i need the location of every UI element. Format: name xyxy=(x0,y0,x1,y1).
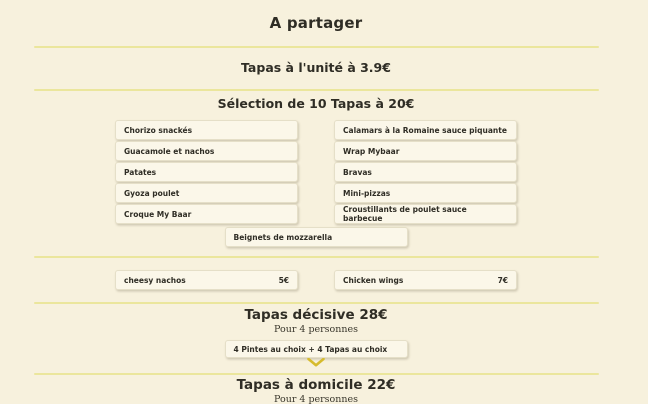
tapas-option[interactable] xyxy=(334,120,517,140)
tapas-option[interactable] xyxy=(334,162,517,182)
tapas-option-label: Bravas xyxy=(343,167,372,177)
tapas-option[interactable] xyxy=(334,204,517,224)
section-divider xyxy=(34,89,599,91)
tapas-option-label: Chorizo snackés xyxy=(124,125,193,135)
decisive-expander[interactable] xyxy=(0,358,632,367)
decisive-subheading: Pour 4 personnes xyxy=(273,324,359,335)
section-divider xyxy=(34,256,599,258)
tapas-option[interactable] xyxy=(225,227,408,247)
tapas-option[interactable] xyxy=(115,120,298,140)
decisive-option[interactable] xyxy=(225,340,408,358)
chevron-down-icon xyxy=(307,358,325,367)
tapas-option[interactable] xyxy=(115,183,298,203)
tapas-option[interactable] xyxy=(115,204,298,224)
tapas-column-left xyxy=(115,120,298,224)
decisive-heading: Tapas décisive 28€ xyxy=(244,307,388,323)
tapas-option-label: Guacamole et nachos xyxy=(124,146,215,156)
section-divider xyxy=(34,46,599,48)
tapas-option[interactable] xyxy=(115,162,298,182)
tapas-option[interactable] xyxy=(334,183,517,203)
tapas-option[interactable] xyxy=(115,141,298,161)
tapas-option-label: Wrap Mybaar xyxy=(343,146,400,156)
menu-item-label: Chicken wings xyxy=(343,275,404,285)
tapas-selection-grid xyxy=(0,120,632,224)
menu-item-cheesy-nachos[interactable] xyxy=(115,270,298,290)
tapas-option-label: Patates xyxy=(124,167,157,177)
menu-item-chicken-wings[interactable] xyxy=(334,270,517,290)
menu-item-price: 7€ xyxy=(497,275,508,285)
section-divider xyxy=(34,302,599,304)
menu-item-label: cheesy nachos xyxy=(124,275,186,285)
unit-tapas-heading: Tapas à l'unité à 3.9€ xyxy=(241,60,391,75)
menu-item-price: 5€ xyxy=(278,275,289,285)
domicile-subheading: Pour 4 personnes xyxy=(273,394,359,404)
tapas-option-label: Calamars à la Romaine sauce piquante xyxy=(343,125,507,135)
tapas-column-right xyxy=(334,120,517,224)
tapas-option-label: Gyoza poulet xyxy=(124,188,180,198)
tapas-option[interactable] xyxy=(334,141,517,161)
selection-heading: Sélection de 10 Tapas à 20€ xyxy=(217,96,415,111)
domicile-heading: Tapas à domicile 22€ xyxy=(236,377,396,393)
priced-items-row xyxy=(0,270,632,290)
section-divider xyxy=(34,373,599,375)
tapas-option-label: Beignets de mozzarella xyxy=(233,232,333,242)
decisive-option-label: 4 Pintes au choix + 4 Tapas au choix xyxy=(233,344,388,354)
tapas-option-label: Croque My Baar xyxy=(124,209,192,219)
tapas-option-label: Croustillants de poulet sauce barbecue xyxy=(343,205,467,223)
tapas-option-label: Mini-pizzas xyxy=(343,188,391,198)
page-title: A partager xyxy=(269,14,363,32)
